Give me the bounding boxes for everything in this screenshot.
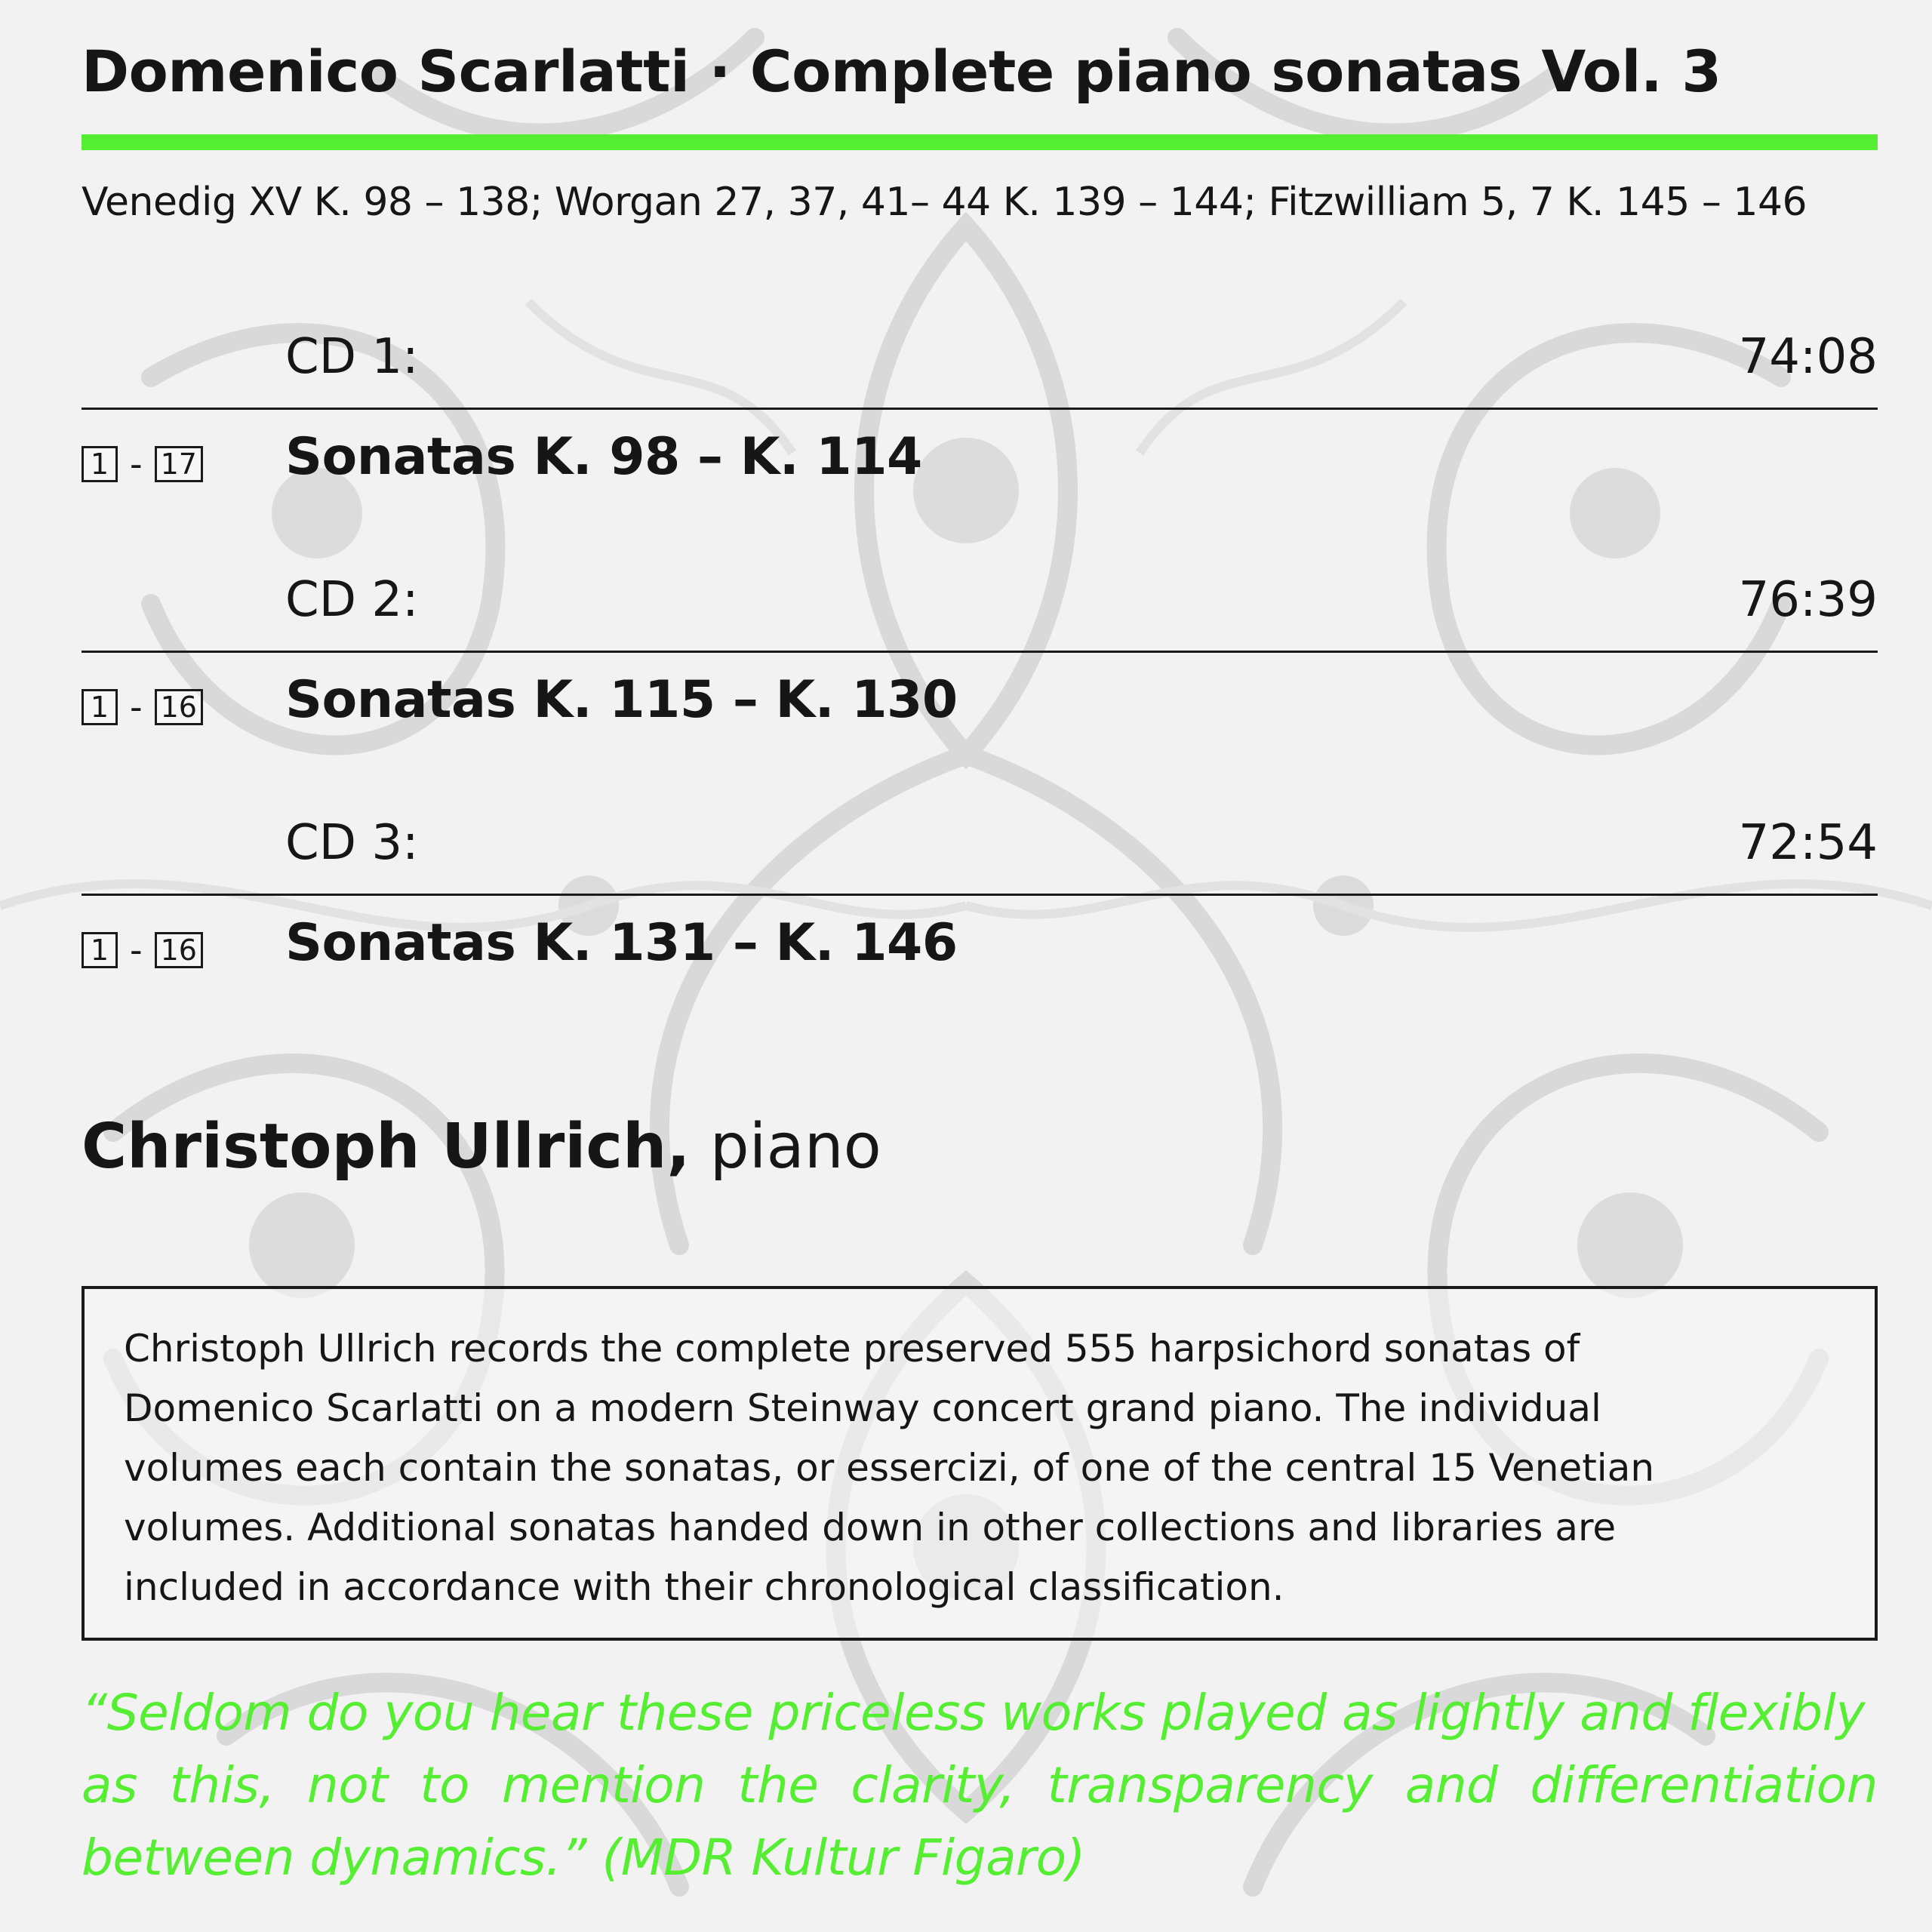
track-start-box: 1 [82, 932, 118, 968]
quote-word: as [82, 1756, 137, 1814]
cd-divider [82, 894, 1878, 896]
track-end-box: 16 [155, 689, 203, 725]
description-text [124, 1319, 1837, 1617]
album-title: Domenico Scarlatti · Complete piano sonatas Vol. 3 [82, 38, 1721, 105]
track-row [82, 670, 1878, 738]
description-line: volumes. Additional sonatas handed down in other collections and libraries are [124, 1506, 1617, 1549]
cd-label: CD 1: [285, 329, 419, 385]
description-line: volumes each contain the sonatas, or essercizi, of one of the central 15 Venetian [124, 1446, 1655, 1490]
cd-label: CD 3: [285, 815, 419, 871]
quote-word: this, [169, 1756, 275, 1814]
track-end-box: 16 [155, 932, 203, 968]
album-back-cover [82, 0, 1878, 1932]
quote-line: between dynamics.” (MDR Kultur Figaro) [82, 1829, 1085, 1887]
description-line: included in accordance with their chronological classification. [124, 1565, 1284, 1609]
quote-line: “Seldom do you hear these priceless works played as lightly and flexibly [82, 1684, 1866, 1742]
track-start-box: 1 [82, 689, 118, 725]
description-line: Domenico Scarlatti on a modern Steinway concert grand piano. The individual [124, 1386, 1601, 1430]
quote-word: mention [501, 1756, 706, 1814]
track-end-box: 17 [155, 446, 203, 482]
quote-word: to [420, 1756, 469, 1814]
track-range [82, 687, 203, 728]
performer-name: Christoph Ullrich, [82, 1111, 691, 1183]
track-row [82, 913, 1878, 981]
cd-header [82, 815, 1878, 883]
track-range-separator: - [130, 930, 143, 971]
cd-label: CD 2: [285, 572, 419, 628]
quote-line [82, 1749, 1878, 1822]
title-underline [82, 134, 1878, 150]
quote-word: not [306, 1756, 388, 1814]
album-subtitle: Venedig XV K. 98 – 138; Worgan 27, 37, 41– 44 K. 139 – 144; Fitzwilliam 5, 7 K. 145 – 146 [82, 180, 1807, 225]
track-title: Sonatas K. 98 – K. 114 [285, 427, 922, 487]
track-range-separator: - [130, 687, 143, 728]
description-box [82, 1286, 1878, 1641]
performer-credit [82, 1111, 881, 1183]
track-range [82, 444, 203, 485]
description-line: Christoph Ullrich records the complete preserved 555 harpsichord sonatas of [124, 1327, 1580, 1371]
quote-word: clarity, [851, 1756, 1015, 1814]
cd-duration: 74:08 [1738, 329, 1878, 385]
quote-word: the [737, 1756, 819, 1814]
cd-header [82, 329, 1878, 397]
cd-duration: 76:39 [1738, 572, 1878, 628]
track-range [82, 930, 203, 971]
track-range-separator: - [130, 444, 143, 485]
quote-word: and [1404, 1756, 1498, 1814]
cd-header [82, 572, 1878, 640]
quote-word: differentiation [1530, 1756, 1878, 1814]
track-row [82, 427, 1878, 495]
cd-duration: 72:54 [1738, 815, 1878, 871]
cd-divider [82, 651, 1878, 653]
track-title: Sonatas K. 115 – K. 130 [285, 670, 958, 730]
performer-instrument: piano [709, 1111, 881, 1183]
track-start-box: 1 [82, 446, 118, 482]
press-quote [82, 1677, 1878, 1894]
cd-divider [82, 408, 1878, 410]
track-title: Sonatas K. 131 – K. 146 [285, 913, 958, 973]
quote-word: transparency [1047, 1756, 1373, 1814]
